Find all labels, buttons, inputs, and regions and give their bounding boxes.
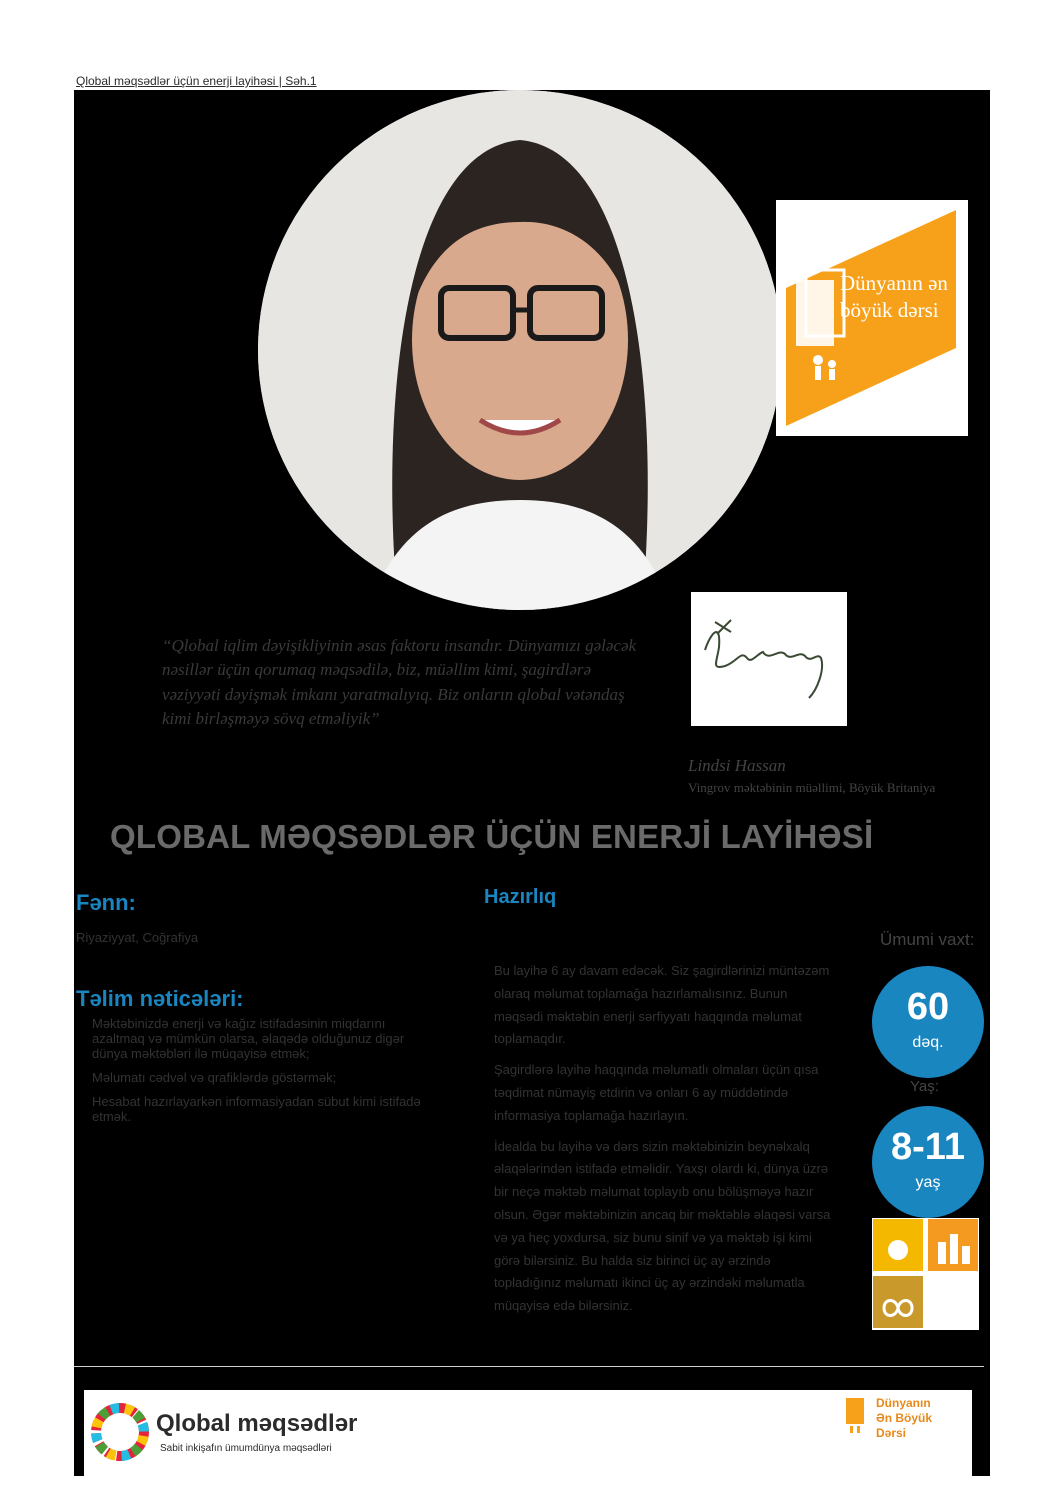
duration-unit: dəq. bbox=[912, 1034, 944, 1051]
global-goals-tagline: Sabit inkişafın ümumdünya məqsədləri bbox=[160, 1443, 332, 1454]
total-time-label: Ümumi vaxt: bbox=[880, 930, 975, 949]
duration-badge bbox=[872, 966, 984, 1078]
age-unit: yaş bbox=[915, 1174, 941, 1191]
outcome-item: Hesabat hazırlayarkən informasiyadan sübut kimi istifadə etmək. bbox=[92, 1094, 421, 1124]
sdg-12-consumption-icon bbox=[873, 1276, 923, 1328]
subject-heading: Fənn: bbox=[76, 890, 136, 915]
footer-wbl-line: Dünyanın bbox=[876, 1396, 931, 1410]
footer-wbl-text bbox=[876, 1396, 932, 1441]
lesson-title: QLOBAL MƏQSƏDLƏR ÜÇÜN ENERJİ LAYİHƏSİ bbox=[110, 818, 874, 855]
outcome-item: Məktəbinizdə enerji və kağız istifadəsinin miqdarını azaltmaq və mümkün olarsa, əlaqədə olduğunuz digər dünya məktəbləri ilə müqayisə etmək; bbox=[92, 1016, 405, 1061]
quote-author: Lindsi Hassan bbox=[688, 756, 786, 775]
outcomes-list bbox=[92, 1016, 422, 1133]
footer-wbl-line: Dərsi bbox=[876, 1426, 907, 1440]
subject-value: Riyaziyyat, Coğrafiya bbox=[76, 930, 199, 945]
age-badge bbox=[872, 1106, 984, 1218]
teacher-portrait bbox=[258, 90, 782, 610]
preparation-heading: Hazırlıq bbox=[484, 886, 557, 908]
global-goals-brand: Qlobal məqsədlər bbox=[156, 1410, 358, 1437]
age-label: Yaş: bbox=[910, 1078, 939, 1095]
worlds-largest-lesson-logo bbox=[776, 200, 968, 436]
outcome-item: Məlumatı cədvəl və qrafiklərdə göstərmək; bbox=[92, 1070, 337, 1085]
sdg-goal-tiles bbox=[872, 1218, 979, 1330]
teacher-portrait-image bbox=[258, 90, 782, 610]
running-head-link[interactable]: Qlobal məqsədlər üçün enerji layihəsi | Səh.1 bbox=[76, 74, 317, 88]
author-signature bbox=[691, 592, 847, 726]
preparation-text bbox=[494, 960, 834, 1326]
person-icon bbox=[813, 355, 823, 365]
handwritten-signature bbox=[691, 592, 847, 726]
sdg-icons bbox=[872, 1218, 979, 1330]
footer-divider bbox=[74, 1366, 984, 1367]
wbl-logo-text: Dünyanın ən böyük dərsi bbox=[840, 271, 948, 322]
global-goals-wheel-icon bbox=[90, 1402, 150, 1462]
footer-wbl-book-icon bbox=[844, 1396, 866, 1434]
preparation-paragraph: İdealda bu layihə və dərs sizin məktəbinizin beynəlxalq əlaqələrindən istifadə etməlidir. Yaxşı olardı ki, dünya üzrə bir neçə məktəb məlumat toplayıb onu bölüşməyə hazır olsun. Əgər məktəbinizin ancaq bir məktəblə əlaqəsi varsa və ya heç yoxdursa, siz bunu sinif və ya məktəb işi kimi görə bilərsiniz. Bu halda siz birinci üç ay ərzində topladığınız məlumatı ikinci üç ay ərzindəki məlumatla müqayisə edə bilərsiniz. bbox=[494, 1138, 831, 1314]
age-value: 8-11 bbox=[891, 1126, 965, 1168]
outcomes-heading: Təlim nəticələri: bbox=[76, 986, 244, 1011]
footer-wbl-line: Ən Böyük bbox=[876, 1411, 933, 1425]
quote-author-role: Vingrov məktəbinin müəllimi, Böyük Britaniya bbox=[688, 780, 936, 795]
duration-value: 60 bbox=[906, 986, 950, 1028]
preparation-paragraph: Bu layihə 6 ay davam edəcək. Siz şagirdlərinizi müntəzəm olaraq məlumat toplamağa hazırlamalısınız. Bunun məqsədi məktəbin enerji sərfiyyatı haqqında məlumat toplamaqdır. bbox=[494, 963, 830, 1047]
teacher-quote: “Qlobal iqlim dəyişikliyinin əsas faktoru insandır. Dünyamızı gələcək nəsillər üçün qorumaq məqsədilə, biz, müəllim kimi, şagirdlərə vəziyyəti dəyişmək imkanı yaratmalıyıq. Biz onların qlobal vətəndaş kimi birləşməyə sövq etməliyik” bbox=[162, 636, 637, 729]
preparation-paragraph: Şagirdlərə layihə haqqında məlumatlı olmaları üçün qısa təqdimat nümayiş etdirin və onları 6 ay müddətində informasiya toplamağa hazırlayın. bbox=[494, 1062, 819, 1123]
